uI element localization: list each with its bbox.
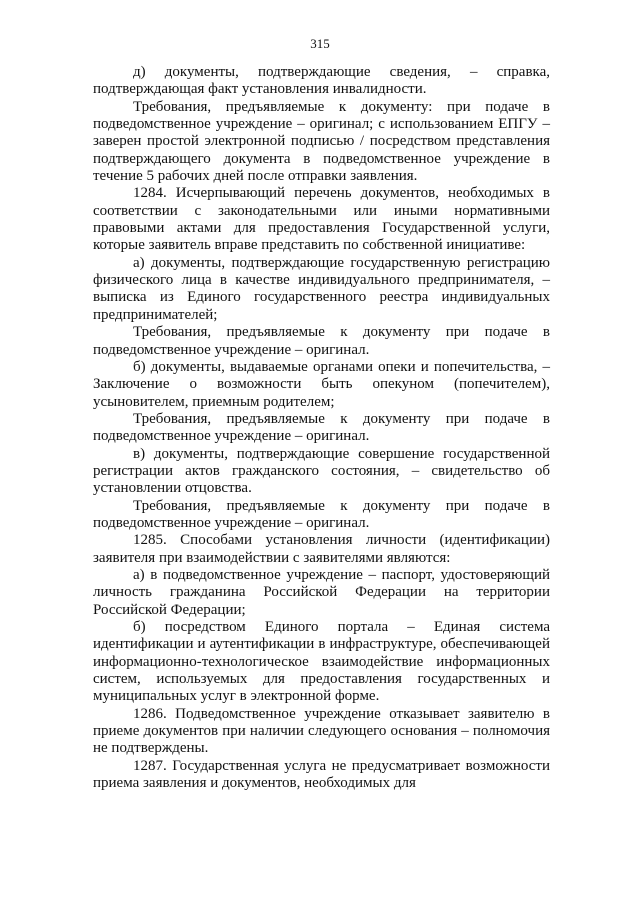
paragraph-a-registration: а) документы, подтверждающие государственную регистрацию физического лица в качестве индивидуального предпринимателя, – выписка из Единого государственного реестра индивидуальных предпринимателей; bbox=[93, 254, 550, 323]
paragraph-v-civil-status: в) документы, подтверждающие совершение государственной регистрации актов гражданского состояния, – свидетельство об установлении отцовства. bbox=[93, 445, 550, 497]
paragraph-d-documents: д) документы, подтверждающие сведения, – справка, подтверждающая факт установления инвалидности. bbox=[93, 64, 550, 98]
paragraph-a-passport: а) в подведомственное учреждение – паспорт, удостоверяющий личность гражданина Российской Федерации на территории Российской Федерации; bbox=[93, 566, 550, 618]
paragraph-1284: 1284. Исчерпывающий перечень документов, необходимых в соответствии с законодательными или иными нормативными правовыми актами для предоставления Государственной услуги, которые заявитель вправе представить по собственной инициативе: bbox=[93, 185, 550, 254]
paragraph-requirements-epgu: Требования, предъявляемые к документу: при подаче в подведомственное учреждение – оригинал; с использованием ЕПГУ – заверен простой электронной подписью / посредством представления подтверждающего документа в подведомственное учреждение в течение 5 рабочих дней после отправки заявления. bbox=[93, 98, 550, 185]
paragraph-requirements-original-3: Требования, предъявляемые к документу при подаче в подведомственное учреждение – оригинал. bbox=[93, 497, 550, 531]
paragraph-requirements-original-2: Требования, предъявляемые к документу при подаче в подведомственное учреждение – оригинал. bbox=[93, 410, 550, 445]
paragraph-requirements-original-1: Требования, предъявляемые к документу при подаче в подведомственное учреждение – оригинал. bbox=[93, 324, 550, 358]
paragraph-1286: 1286. Подведомственное учреждение отказывает заявителю в приеме документов при наличии следующего основания – полномочия не подтверждены. bbox=[93, 705, 550, 757]
paragraph-b-guardianship: б) документы, выдаваемые органами опеки и попечительства, – Заключение о возможности быть опекуном (попечителем), усыновителем, приемным родителем; bbox=[93, 358, 550, 410]
page-number: 315 bbox=[310, 36, 330, 51]
paragraph-1287: 1287. Государственная услуга не предусматривает возможности приема заявления и документов, необходимых для bbox=[93, 757, 550, 792]
document-body bbox=[93, 64, 550, 792]
paragraph-b-unified-portal: б) посредством Единого портала – Единая система идентификации и аутентификации в инфраструктуре, обеспечивающей информационно-технологическое взаимодействие информационных систем, используемых для предоставления государственных и муниципальных услуг в электронной форме. bbox=[93, 619, 550, 705]
paragraph-1285: 1285. Способами установления личности (идентификации) заявителя при взаимодействии с заявителями являются: bbox=[93, 532, 550, 566]
